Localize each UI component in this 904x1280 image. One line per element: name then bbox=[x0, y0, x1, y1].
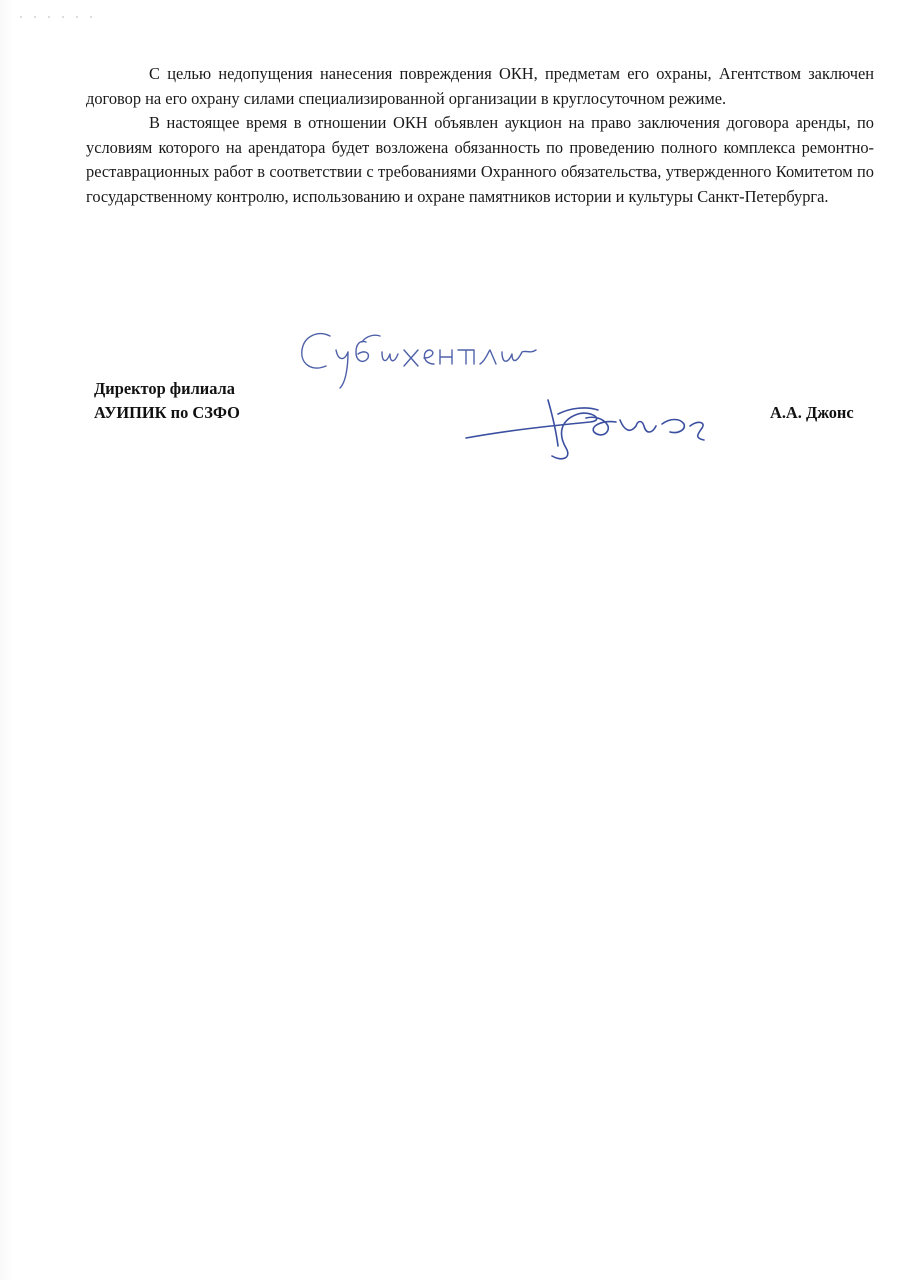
signatory-name: А.А. Джонс bbox=[770, 403, 854, 422]
handwritten-signature-image bbox=[290, 322, 720, 472]
handwritten-note-ink bbox=[302, 334, 536, 388]
document-body bbox=[86, 62, 874, 210]
signatory-position-line2: АУИПИК по СЗФО bbox=[94, 403, 240, 422]
signature-scribble bbox=[466, 400, 704, 459]
paragraph-auction: В настоящее время в отношении ОКН объявлен аукцион на право заключения договора аренды, по условиям которого на арендатора будет возложена обязанность по проведению полного комплекса ремонтно-реставрационных работ в соответствии с требованиями Охранного обязательства, утвержденного Комитетом по государственному контролю, использованию и охране памятников истории и культуры Санкт-Петербурга. bbox=[86, 113, 874, 206]
signatory-position bbox=[94, 377, 240, 425]
signatory-position-line1: Директор филиала bbox=[94, 379, 235, 398]
scan-artifacts bbox=[14, 14, 94, 20]
paragraph-security-contract: С целью недопущения нанесения повреждения ОКН, предметам его охраны, Агентством заключен договор на его охрану силами специализированной организации в круглосуточном режиме. bbox=[86, 64, 874, 108]
scan-edge-shading bbox=[0, 0, 14, 1280]
